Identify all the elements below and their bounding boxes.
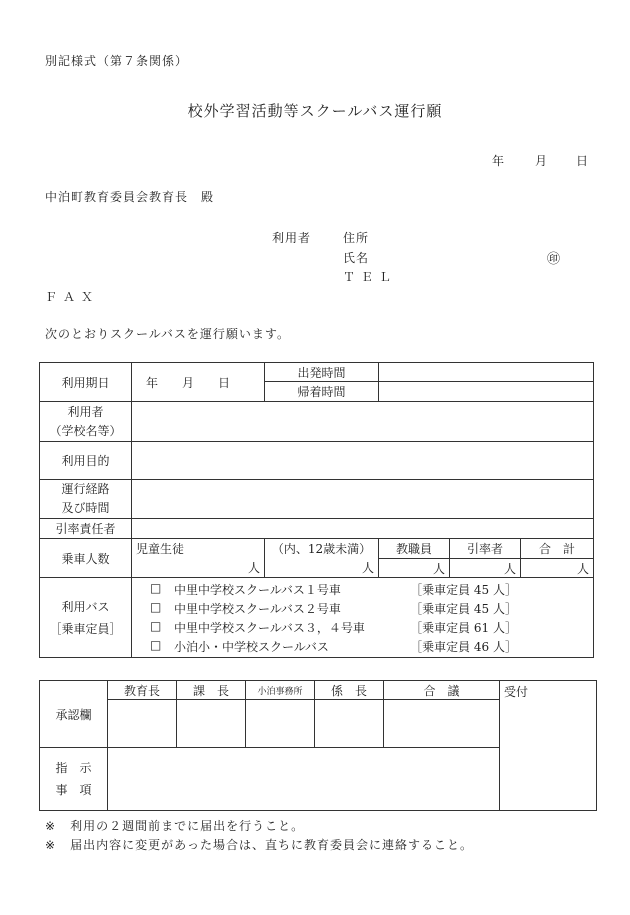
total-count-field[interactable] bbox=[521, 559, 594, 578]
bus-capacity: ［乗車定員 61 人］ bbox=[410, 620, 517, 635]
students-count-field[interactable] bbox=[132, 559, 265, 578]
user-label-line2: （学校名等） bbox=[49, 423, 122, 438]
under12-count-field[interactable] bbox=[265, 559, 379, 578]
user-label-line1: 利用者 bbox=[67, 404, 104, 419]
name-label: 氏名 bbox=[343, 251, 370, 265]
page-title: 校外学習活動等スクールバス運行願 bbox=[187, 102, 443, 120]
use-date-label: 利用期日 bbox=[40, 363, 132, 402]
bus-name: 小泊小・中学校スクールバス bbox=[174, 639, 329, 654]
tel-label: ＴＥＬ bbox=[343, 270, 398, 284]
leader-field[interactable] bbox=[132, 519, 594, 539]
bus-option-2[interactable] bbox=[150, 599, 517, 618]
note-mark: ※ bbox=[45, 819, 57, 833]
note-2 bbox=[45, 836, 473, 853]
leader-label: 引率責任者 bbox=[40, 519, 132, 539]
instruction-label bbox=[40, 748, 108, 811]
form-label: 別記様式（第７条関係） bbox=[45, 54, 189, 68]
user-field[interactable] bbox=[132, 402, 594, 442]
route-label bbox=[40, 480, 132, 519]
unit-label: 人 bbox=[503, 561, 516, 576]
checkbox-icon[interactable]: □ bbox=[150, 599, 162, 614]
unit-label: 人 bbox=[361, 561, 374, 576]
stamp-subsection-chief[interactable] bbox=[315, 700, 384, 748]
bus-name: 中里中学校スクールバス１号車 bbox=[174, 582, 341, 597]
fax-label: ＦＡＸ bbox=[45, 290, 100, 304]
date-year: 年 bbox=[492, 154, 505, 168]
approver-header-superintendent: 教育長 bbox=[108, 681, 177, 700]
purpose-label: 利用目的 bbox=[40, 442, 132, 480]
bus-name: 中里中学校スクールバス３，４号車 bbox=[174, 620, 365, 635]
checkbox-icon[interactable]: □ bbox=[150, 618, 162, 633]
user-label bbox=[40, 402, 132, 442]
use-date-day: 日 bbox=[218, 375, 231, 390]
return-time-label: 帰着時間 bbox=[265, 382, 379, 402]
approval-table bbox=[39, 680, 597, 811]
unit-label: 人 bbox=[432, 561, 445, 576]
stamp-consultation[interactable] bbox=[384, 700, 500, 748]
staff-count-field[interactable] bbox=[379, 559, 450, 578]
departure-time-field[interactable] bbox=[379, 363, 594, 382]
note-text: 届出内容に変更があった場合は、直ちに教育委員会に連絡すること。 bbox=[70, 838, 473, 852]
bus-options bbox=[132, 578, 594, 658]
bus-label-line1: 利用バス bbox=[61, 599, 110, 614]
bus-option-3[interactable] bbox=[150, 618, 517, 637]
application-table bbox=[39, 362, 594, 658]
use-date-year: 年 bbox=[146, 375, 159, 390]
bus-option-1[interactable] bbox=[150, 580, 517, 599]
leaders-header: 引率者 bbox=[450, 539, 521, 559]
stamp-superintendent[interactable] bbox=[108, 700, 177, 748]
date-day: 日 bbox=[576, 154, 589, 168]
leaders-count-field[interactable] bbox=[450, 559, 521, 578]
bus-capacity: ［乗車定員 45 人］ bbox=[410, 582, 517, 597]
instruction-field[interactable] bbox=[108, 748, 500, 811]
unit-label: 人 bbox=[576, 561, 589, 576]
received-label: 受付 bbox=[504, 685, 529, 699]
approval-label: 承認欄 bbox=[40, 681, 108, 748]
students-header: 児童生徒 bbox=[132, 539, 265, 559]
use-date-value[interactable] bbox=[132, 363, 265, 402]
bus-capacity: ［乗車定員 46 人］ bbox=[410, 639, 517, 654]
seal-mark: ㊞ bbox=[547, 252, 561, 267]
note-1 bbox=[45, 817, 304, 834]
addressee: 中泊町教育委員会教育長 殿 bbox=[45, 190, 215, 204]
route-label-line2: 及び時間 bbox=[61, 501, 110, 515]
note-mark: ※ bbox=[45, 838, 57, 852]
bus-label-line2: ［乗車定員］ bbox=[49, 621, 122, 636]
note-text: 利用の２週間前までに届出を行うこと。 bbox=[70, 819, 305, 833]
request-text: 次のとおりスクールバスを運行願います。 bbox=[45, 327, 290, 341]
passengers-label: 乗車人数 bbox=[40, 539, 132, 578]
checkbox-icon[interactable]: □ bbox=[150, 637, 162, 652]
received-box bbox=[500, 681, 597, 811]
return-time-field[interactable] bbox=[379, 382, 594, 402]
approver-header-subsection-chief: 係 長 bbox=[315, 681, 384, 700]
checkbox-icon[interactable]: □ bbox=[150, 580, 162, 595]
unit-label: 人 bbox=[247, 561, 260, 576]
address-label: 住所 bbox=[343, 231, 370, 245]
approver-header-kodomari-office: 小泊事務所 bbox=[246, 681, 315, 700]
under12-header: （内、12歳未満） bbox=[265, 539, 379, 559]
staff-header: 教職員 bbox=[379, 539, 450, 559]
bus-label bbox=[40, 578, 132, 658]
use-date-month: 月 bbox=[182, 375, 195, 390]
instruction-label-line2: 事 項 bbox=[55, 783, 92, 797]
approver-header-consultation: 合 議 bbox=[384, 681, 500, 700]
total-header: 合 計 bbox=[521, 539, 594, 559]
departure-time-label: 出発時間 bbox=[265, 363, 379, 382]
bus-option-4[interactable] bbox=[150, 637, 517, 656]
instruction-label-line1: 指 示 bbox=[55, 761, 92, 775]
stamp-kodomari-office[interactable] bbox=[246, 700, 315, 748]
bus-capacity: ［乗車定員 45 人］ bbox=[410, 601, 517, 616]
route-label-line1: 運行経路 bbox=[61, 482, 110, 496]
date-month: 月 bbox=[535, 154, 548, 168]
applicant-label: 利用者 bbox=[272, 231, 312, 245]
purpose-field[interactable] bbox=[132, 442, 594, 480]
approver-header-section-chief: 課 長 bbox=[177, 681, 246, 700]
route-field[interactable] bbox=[132, 480, 594, 519]
bus-name: 中里中学校スクールバス２号車 bbox=[174, 601, 341, 616]
stamp-section-chief[interactable] bbox=[177, 700, 246, 748]
